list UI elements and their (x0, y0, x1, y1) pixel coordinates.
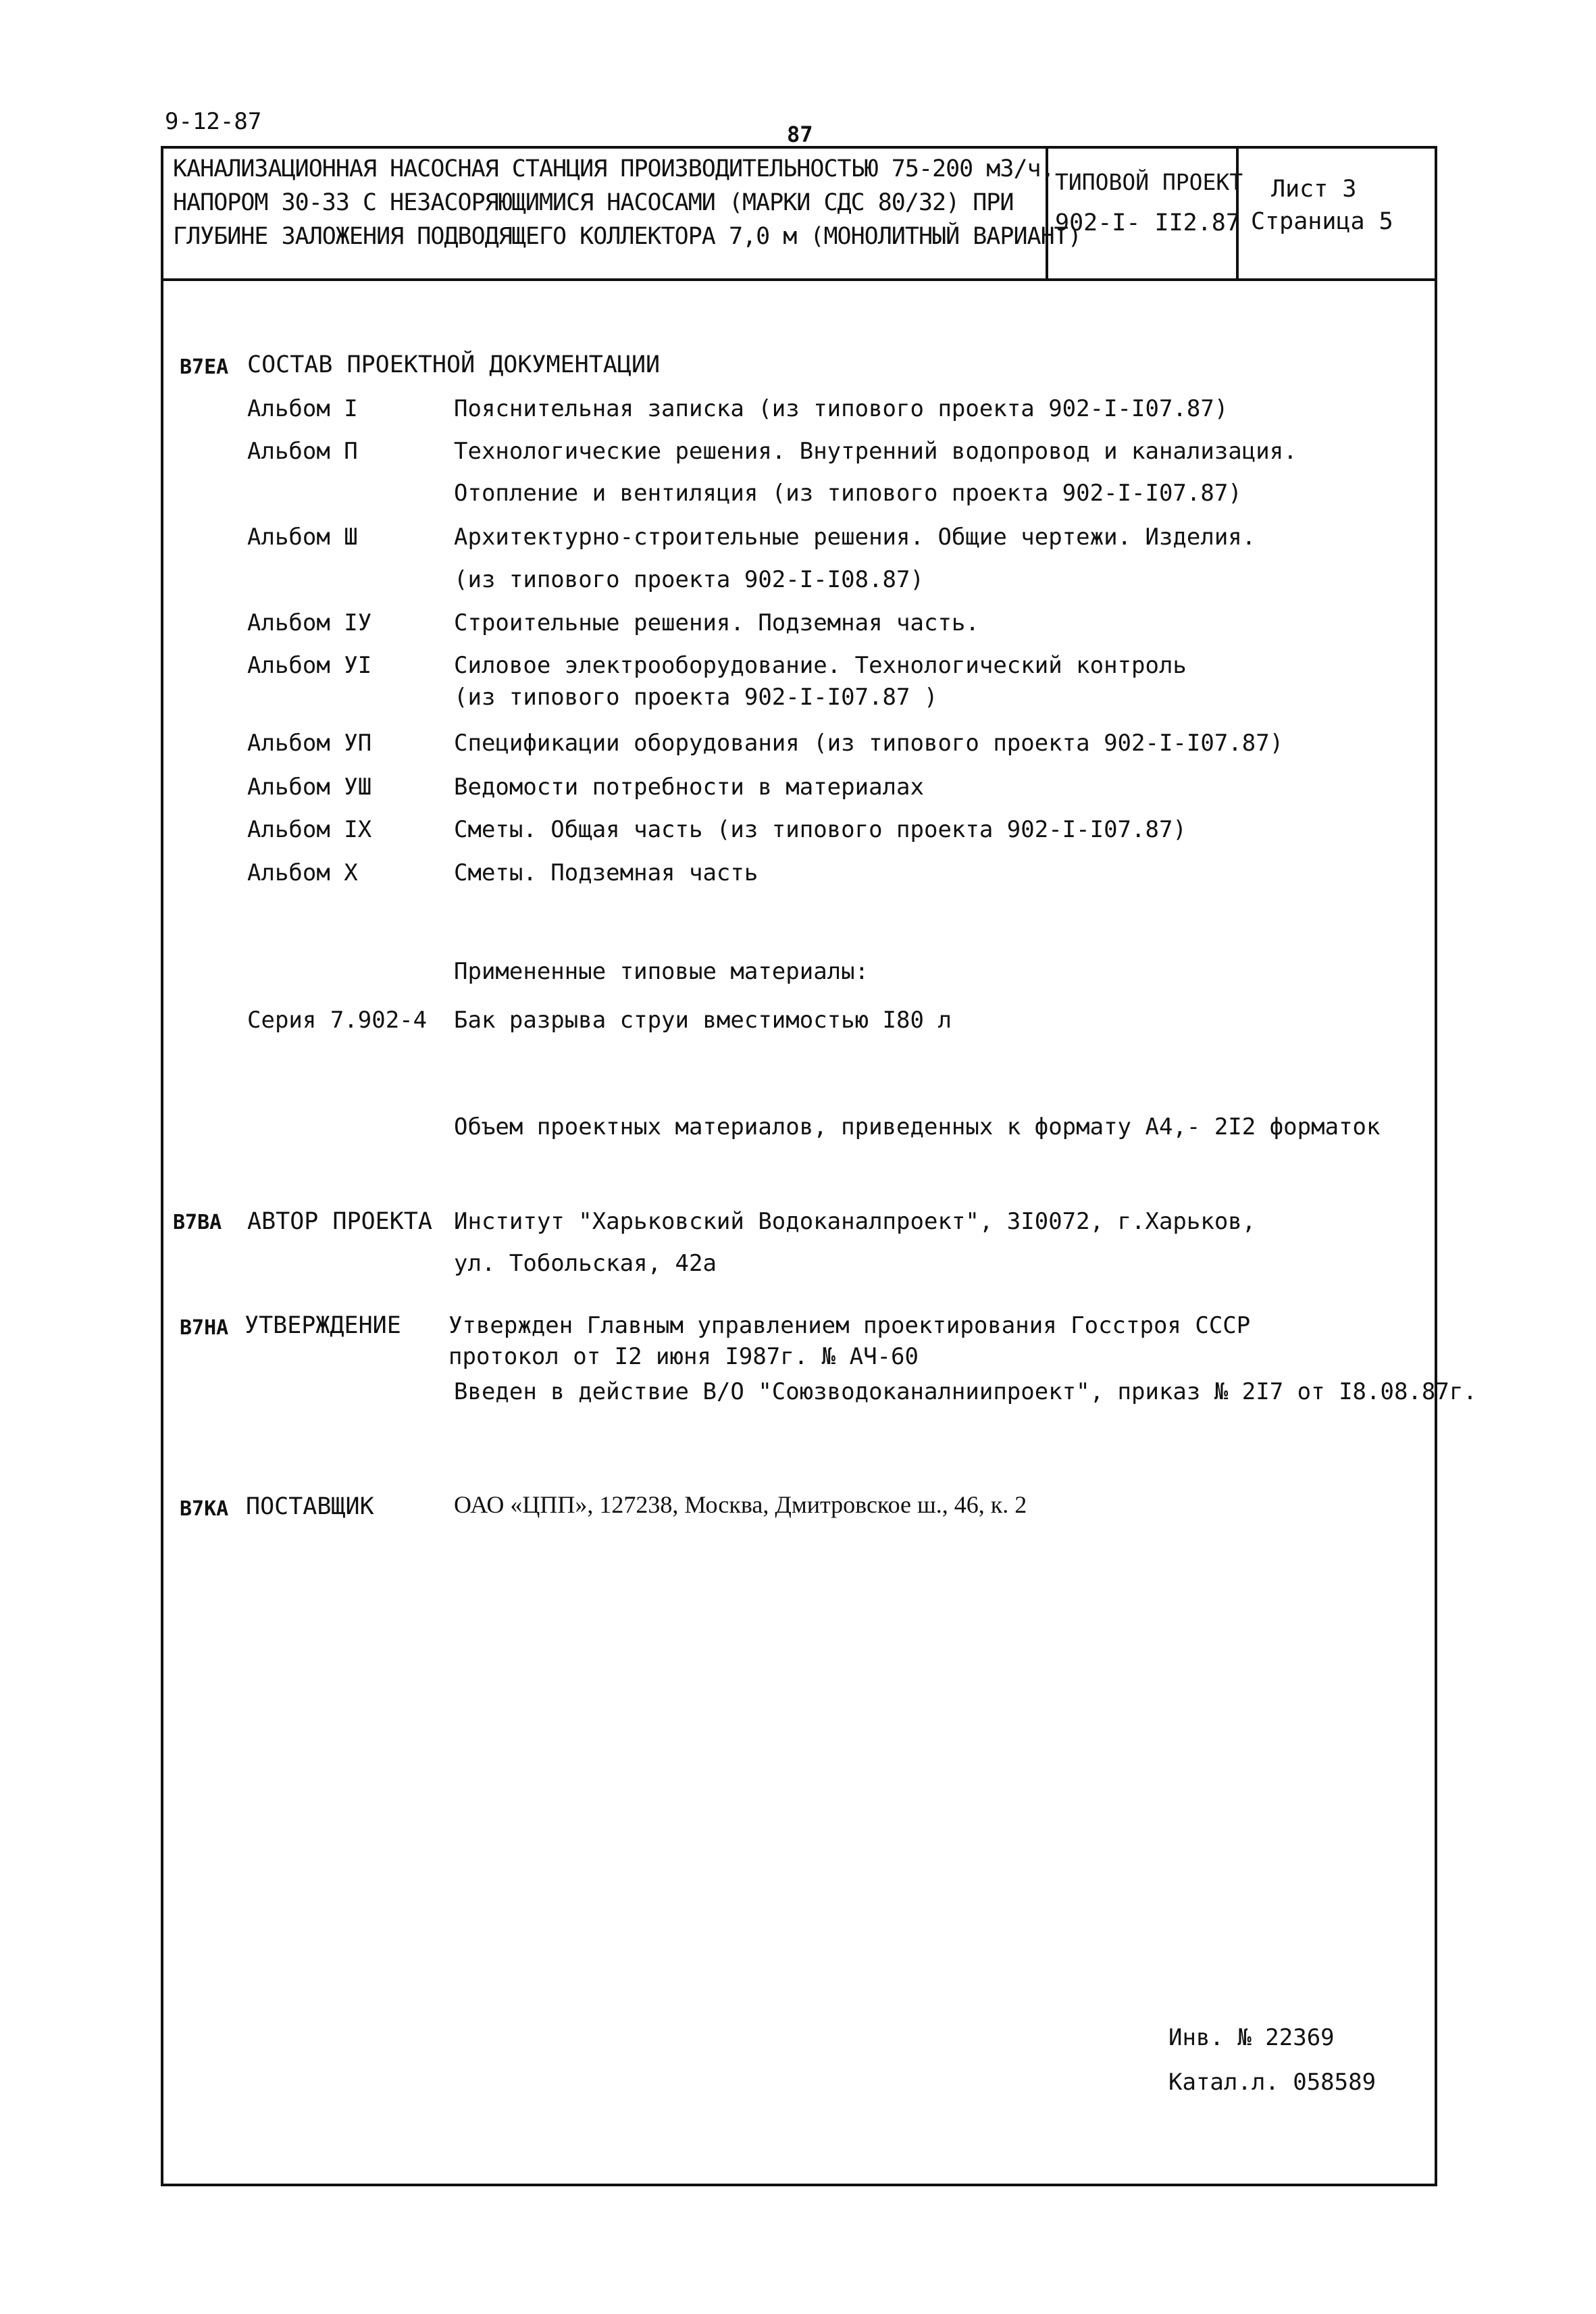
album-description: Технологические решения. Внутренний водопровод и канализация. (454, 438, 1297, 465)
section-code-author: В7ВА (173, 1211, 222, 1234)
album-label: Альбом IX (247, 816, 372, 843)
album-description: (из типового проекта 902-I-I07.87 ) (454, 684, 938, 711)
section-code-supplier: В7КА (180, 1497, 229, 1521)
album-description: (из типового проекта 902-I-I08.87) (454, 566, 924, 593)
album-label: Альбом П (247, 438, 358, 465)
album-description: Отопление и вентиляция (из типового проекта 902-I-I07.87) (454, 480, 1242, 507)
section-code-approval: В7НА (180, 1316, 229, 1340)
inventory-number: Инв. № 22369 (1168, 2024, 1335, 2051)
album-description: Ведомости потребности в материалах (454, 774, 924, 801)
approval-line: Введен в действие В/О "Союзводоканалниипроект", приказ № 2I7 от I8.08.87г. (454, 1378, 1477, 1405)
page-number: 87 (787, 122, 813, 147)
album-description: Строительные решения. Подземная часть. (454, 609, 979, 636)
album-description: Пояснительная записка (из типового проекта 902-I-I07.87) (454, 395, 1229, 422)
project-type-label: ТИПОВОЙ ПРОЕКТ (1055, 169, 1243, 195)
author-address: ул. Тобольская, 42а (454, 1250, 717, 1277)
approval-line: протокол от I2 июня I987г. № АЧ-60 (448, 1343, 919, 1370)
page-label: Страница 5 (1251, 208, 1393, 235)
album-description: Архитектурно-строительные решения. Общие чертежи. Изделия. (454, 524, 1256, 551)
album-label: Альбом УП (247, 730, 372, 757)
series-label: Серия 7.902-4 (247, 1007, 428, 1034)
document-date: 9-12-87 (165, 108, 262, 135)
approval-line: Утвержден Главным управлением проектирования Госстроя СССР (448, 1312, 1251, 1339)
sheet-number: Лист 3 (1271, 176, 1357, 203)
author-organization: Институт "Харьковский Водоканалпроект", 3I0072, г.Харьков, (454, 1208, 1256, 1235)
album-label: Альбом Ш (247, 524, 358, 551)
author-heading: АВТОР ПРОЕКТА (247, 1208, 432, 1235)
supplier-details: ОАО «ЦПП», 127238, Москва, Дмитровское ш., 46, к. 2 (454, 1491, 1027, 1518)
album-label: Альбом IУ (247, 609, 372, 636)
album-label: Альбом X (247, 859, 358, 886)
section-code-composition: В7ЕА (180, 355, 229, 379)
series-description: Бак разрыва струи вместимостью I80 л (454, 1007, 952, 1034)
approval-heading: УТВЕРЖДЕНИЕ (244, 1312, 401, 1339)
supplier-heading: ПОСТАВЩИК (246, 1493, 374, 1520)
project-title-line-1: КАНАЛИЗАЦИОННАЯ НАСОСНАЯ СТАНЦИЯ ПРОИЗВОДИТЕЛЬНОСТЬЮ 75-200 м3/ч, (173, 155, 1054, 182)
album-label: Альбом I (247, 395, 358, 422)
album-description: Сметы. Общая часть (из типового проекта 902-I-I07.87) (454, 816, 1187, 843)
album-label: Альбом УШ (247, 774, 372, 801)
materials-heading: Примененные типовые материалы: (454, 958, 869, 985)
project-title-line-2: НАПОРОМ 30-33 С НЕЗАСОРЯЮЩИМИСЯ НАСОСАМИ (МАРКИ СДС 80/32) ПРИ (173, 189, 1014, 216)
catalog-number: Катал.л. 058589 (1168, 2069, 1376, 2096)
project-number: 902-I- II2.87 (1055, 209, 1240, 236)
title-block (163, 149, 1435, 281)
album-description: Сметы. Подземная часть (454, 859, 758, 886)
album-label: Альбом УI (247, 652, 372, 679)
album-description: Спецификации оборудования (из типового проекта 902-I-I07.87) (454, 730, 1284, 757)
composition-heading: СОСТАВ ПРОЕКТНОЙ ДОКУМЕНТАЦИИ (247, 351, 661, 378)
album-description: Силовое электрооборудование. Технологический контроль (454, 652, 1187, 679)
project-title-line-3: ГЛУБИНЕ ЗАЛОЖЕНИЯ ПОДВОДЯЩЕГО КОЛЛЕКТОРА 7,0 м (МОНОЛИТНЫЙ ВАРИАНТ) (173, 223, 1081, 250)
volume-statement: Объем проектных материалов, приведенных к формату А4,- 2I2 форматок (454, 1113, 1381, 1140)
